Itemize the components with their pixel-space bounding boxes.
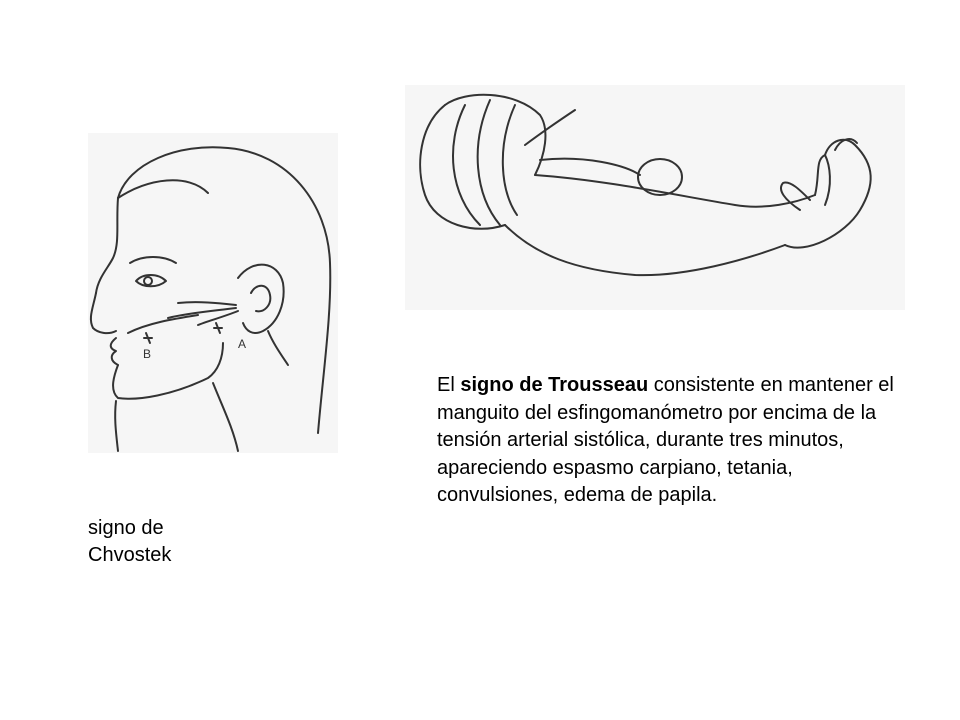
trousseau-description <box>437 372 907 510</box>
chvostek-caption <box>88 515 248 569</box>
trousseau-arm-illustration <box>405 85 905 310</box>
head-drawing <box>88 133 338 453</box>
trousseau-lead: El <box>437 374 461 396</box>
arm-drawing <box>405 85 905 310</box>
chvostek-caption-line2: Chvostek <box>88 544 172 566</box>
trousseau-rest: consistente en mantener el manguito del esfingomanómetro por encima de la tensión arterial sistólica, durante tres minutos, apareciendo espasmo carpiano, tetania, convulsiones, edema de papila. <box>437 374 894 506</box>
chvostek-head-illustration <box>88 133 338 453</box>
chvostek-caption-line1: signo de <box>88 517 164 539</box>
point-b-label: B <box>143 347 152 361</box>
trousseau-term: signo de Trousseau <box>460 374 649 396</box>
point-a-label: A <box>238 337 247 351</box>
